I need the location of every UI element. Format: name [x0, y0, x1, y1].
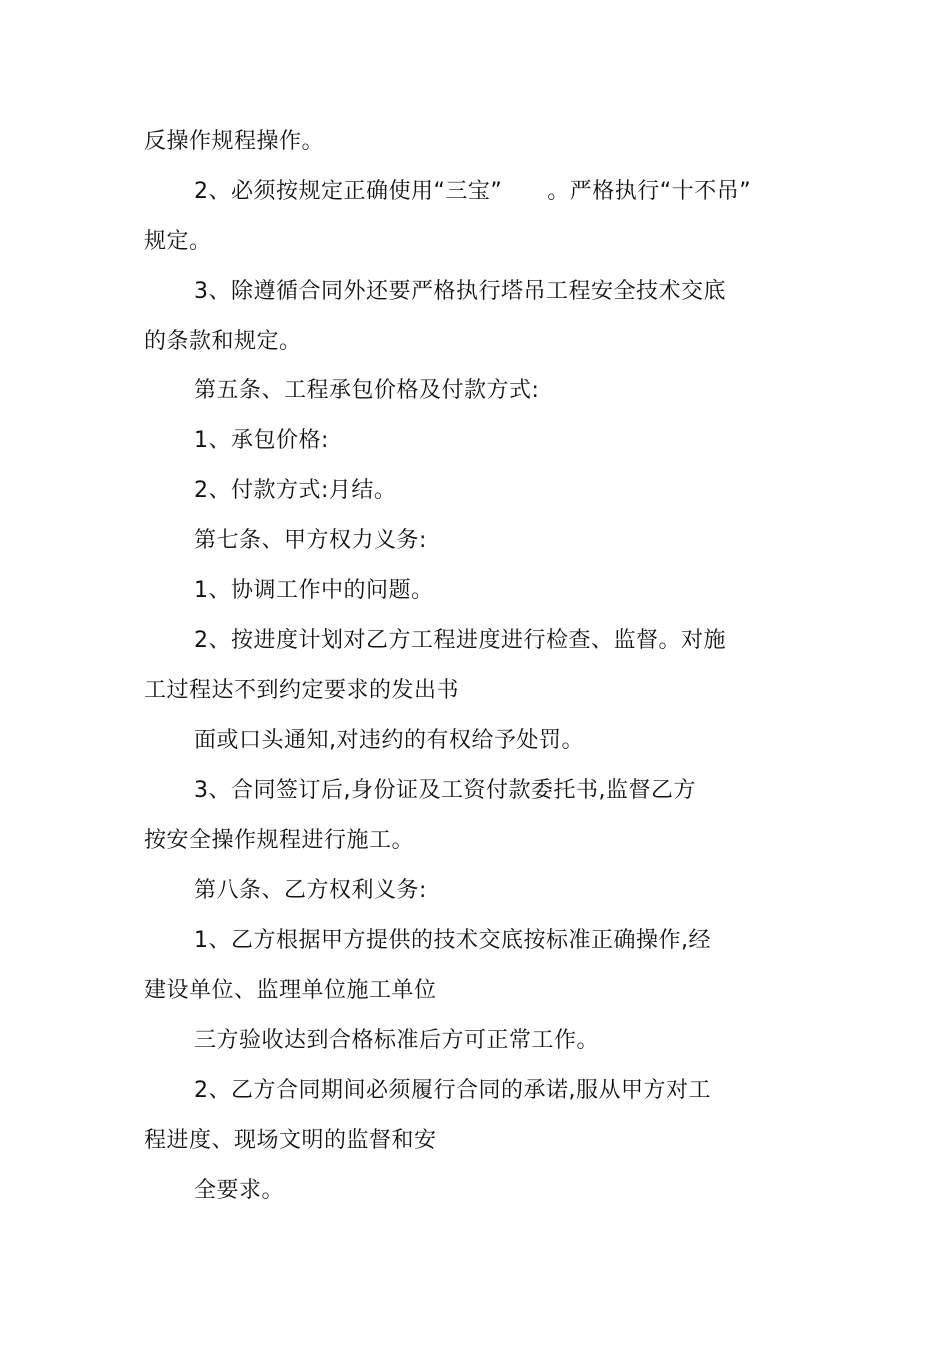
text-line: 程进度、现场文明的监督和安 — [144, 1128, 437, 1153]
text-line: 的条款和规定。 — [144, 329, 302, 354]
section-heading: 第八条、乙方权利义务: — [194, 878, 427, 903]
text-line: 2、按进度计划对乙方工程进度进行检查、监督。对施 — [194, 628, 726, 653]
text-line: 三方验收达到合格标准后方可正常工作。 — [194, 1028, 600, 1053]
text-line: 1、乙方根据甲方提供的技术交底按标准正确操作,经 — [194, 928, 711, 953]
text-line: 3、合同签订后,身份证及工资付款委托书,监督乙方 — [194, 778, 696, 803]
text-line: 1、协调工作中的问题。 — [194, 578, 434, 603]
text-line: 全要求。 — [194, 1178, 285, 1203]
text-line: 建设单位、监理单位施工单位 — [144, 978, 437, 1003]
text-line: 2、付款方式:月结。 — [194, 478, 397, 503]
text-line: 反操作规程操作。 — [144, 129, 325, 154]
text-line: 规定。 — [144, 229, 212, 254]
text-line: 2、必须按规定正确使用“三宝” 。严格执行“十不吊” — [194, 179, 752, 204]
text-line: 2、乙方合同期间必须履行合同的承诺,服从甲方对工 — [194, 1078, 711, 1103]
text-line: 3、除遵循合同外还要严格执行塔吊工程安全技术交底 — [194, 279, 726, 304]
text-line: 工过程达不到约定要求的发出书 — [144, 678, 460, 703]
text-line: 面或口头通知,对违约的有权给予处罚。 — [194, 728, 584, 753]
text-line: 按安全操作规程进行施工。 — [144, 828, 415, 853]
text-line: 1、承包价格: — [194, 428, 329, 453]
section-heading: 第五条、工程承包价格及付款方式: — [194, 378, 540, 403]
section-heading: 第七条、甲方权力义务: — [194, 528, 427, 553]
